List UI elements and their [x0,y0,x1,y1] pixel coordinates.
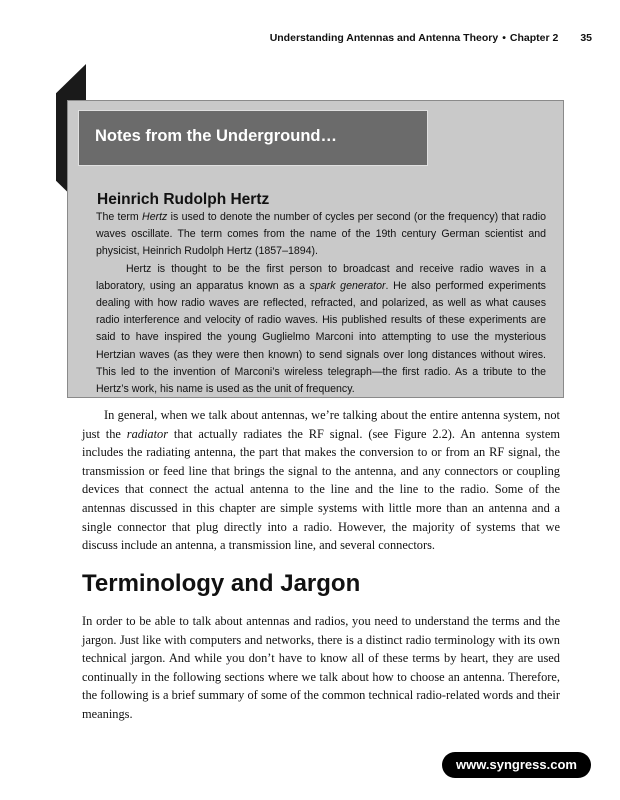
text-run: In general, when we talk about antennas, we’re talking about the entire antenna system, not just the [82,408,560,441]
sidebar-paragraph [96,261,546,399]
sidebar-heading: Heinrich Rudolph Hertz [97,191,270,208]
header-bullet: • [502,32,506,44]
italic-term: Hertz [142,211,168,223]
italic-term: spark generator [309,279,386,292]
text-run: . He also performed experiments dealing with how radio waves are reflected, refracted, and polarized, as well as what causes radio interference and velocity of radio waves. His published results of these experiments are said to have inspired the young Guglielmo Marconi into attempting to use the mysterious Hertzian waves (as they were then known) to send signals over long distances without wires. This led to the invention of Marconi’s wireless telegraph—the first radio. As a tribute to the Hertz’s work, his name is used as the unit of frequency. [96,279,546,396]
text-run: that actually radiates the RF signal. (see Figure 2.2). An antenna system includes the radiating antenna, the part that makes the conversion to or from an RF signal, the transmission or feed line that brings the signal to the antenna, and any connectors or coupling devices that connect the actual antenna to the line and the line to the radio. Some of the antennas discussed in this chapter are simple systems with little more than an antenna and a single connector that plug directly into a radio. However, the majority of systems that we discuss include an antenna, a transmission line, and several connectors. [82,426,560,553]
sidebar-body [96,209,546,398]
running-header [180,32,592,44]
sidebar-banner: Notes from the Underground… [78,110,428,166]
sidebar-paragraph [96,209,546,261]
website-url-badge: www.syngress.com [442,752,591,778]
text-run: is used to denote the number of cycles per second (or the frequency) that radio waves oscillate. The term comes from the name of the 19th century German scientist and physicist, Heinrich Rudolph Hertz (1857–1894). [96,211,546,258]
section-title: Terminology and Jargon [82,570,361,597]
text-run: The term [96,211,143,223]
page-number: 35 [580,32,592,44]
chapter-label: Chapter 2 [509,32,559,44]
body-paragraph: In order to be able to talk about antennas and radios, you need to understand the terms and the jargon. Just like with computers and networks, there is a distinct radio terminology with its own technical jargon. And while you don’t have to know all of these terms by heart, they are used continually in the following sections where we talk about how to choose an antenna. Therefore, the following is a brief summary of some of the common technical radio-related words and their meanings. [82,614,560,721]
body-paragraph [82,406,560,555]
italic-term: radiator [126,426,169,441]
text-run: Hertz is thought to be the first person to broadcast and receive radio waves in a laboratory, using an apparatus known as a [96,262,546,292]
running-title: Understanding Antennas and Antenna Theory [269,32,499,44]
